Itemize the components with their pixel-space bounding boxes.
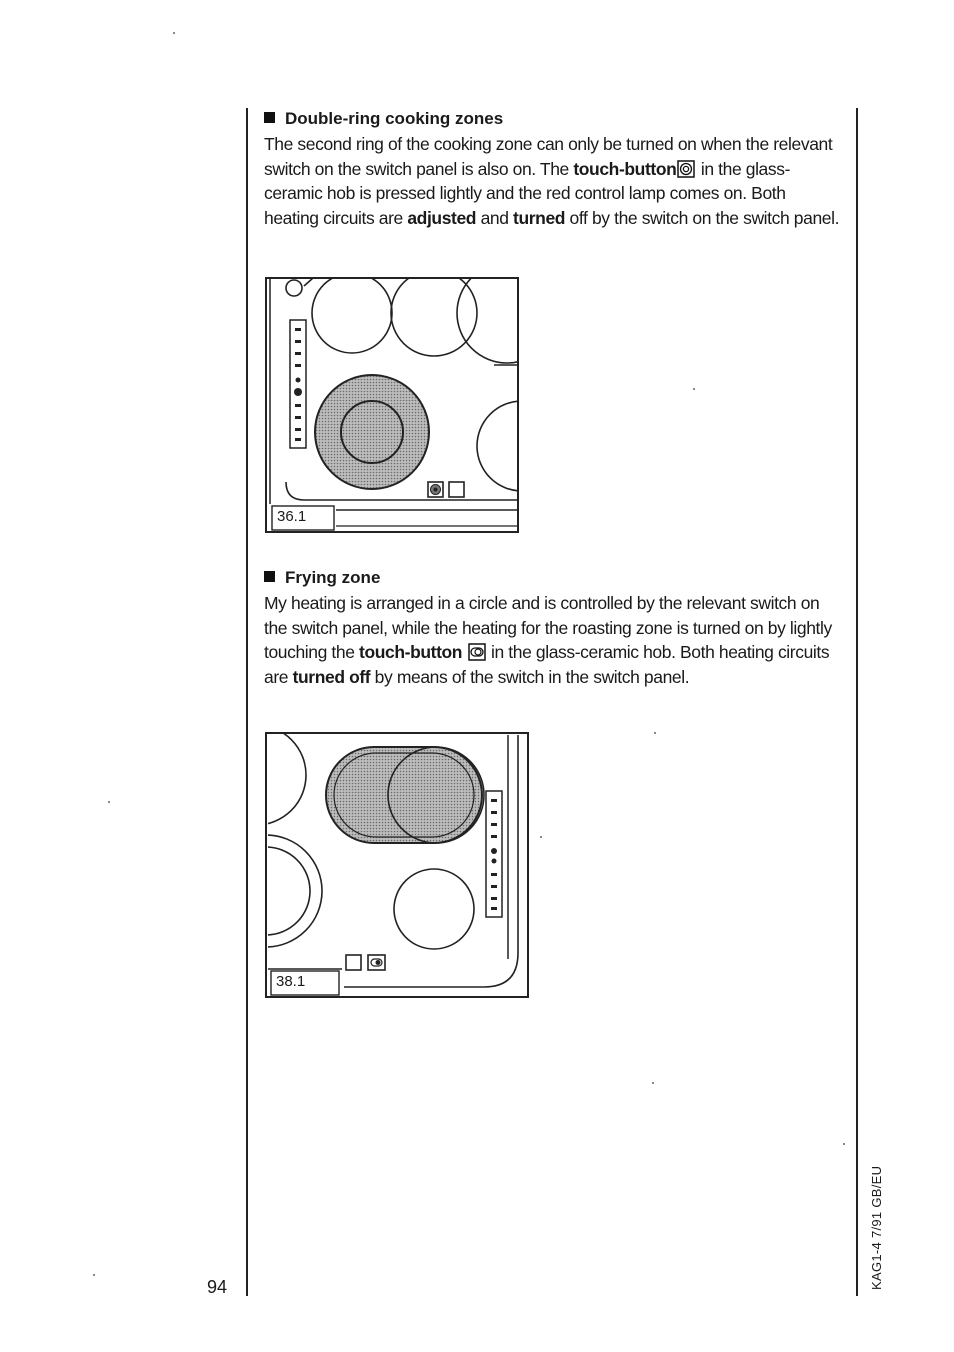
- section-paragraph: The second ring of the cooking zone can only be turned on when the relevant switch on the switch panel is also on. The touch-button in the glass-ceramic hob is pressed lightly and the red control lamp comes on. Both heating circuits are adjusted and turned off by the switch on the switch panel.: [264, 134, 840, 228]
- scan-speck: [540, 836, 542, 838]
- bold-term: touch-button: [573, 158, 677, 179]
- figure-double-ring-hob: [264, 276, 520, 534]
- frying-zone-touch-icon: [468, 643, 486, 661]
- bullet-square-icon: [264, 571, 275, 582]
- bold-term: adjusted: [407, 207, 477, 228]
- bold-term: touch-button: [359, 642, 463, 662]
- section-paragraph: My heating is arranged in a circle and is controlled by the relevant switch on the switch panel, while the heating for the roasting zone is turned on by lightly touching the touch-button in the glass-ceramic hob. Both heating circuits are turned off by means of the switch in the switch panel.: [264, 593, 832, 687]
- figure-label: 38.1: [276, 973, 306, 990]
- bold-term: turned off: [292, 666, 371, 687]
- scan-speck: [173, 32, 175, 34]
- page-number: 94: [207, 1277, 228, 1297]
- scan-speck: [93, 1274, 95, 1276]
- scan-speck: [652, 1082, 654, 1084]
- left-margin-rule: [246, 108, 248, 1296]
- double-ring-touch-icon: [677, 160, 695, 178]
- section-frying-zone: [264, 567, 840, 689]
- bold-term: turned: [513, 207, 566, 228]
- right-margin-rule: [856, 108, 858, 1296]
- scan-speck: [654, 732, 656, 734]
- section-heading: Double-ring cooking zones: [264, 108, 840, 130]
- section-heading: Frying zone: [264, 567, 840, 589]
- document-reference: KAG1-4 7/91 GB/EU: [869, 1165, 884, 1290]
- section-double-ring: [264, 108, 840, 230]
- bullet-square-icon: [264, 112, 275, 123]
- figure-label: 36.1: [277, 508, 307, 525]
- scan-speck: [843, 1143, 845, 1145]
- scan-speck: [693, 388, 695, 390]
- scan-speck: [108, 801, 110, 803]
- figure-frying-zone-hob: [264, 731, 530, 999]
